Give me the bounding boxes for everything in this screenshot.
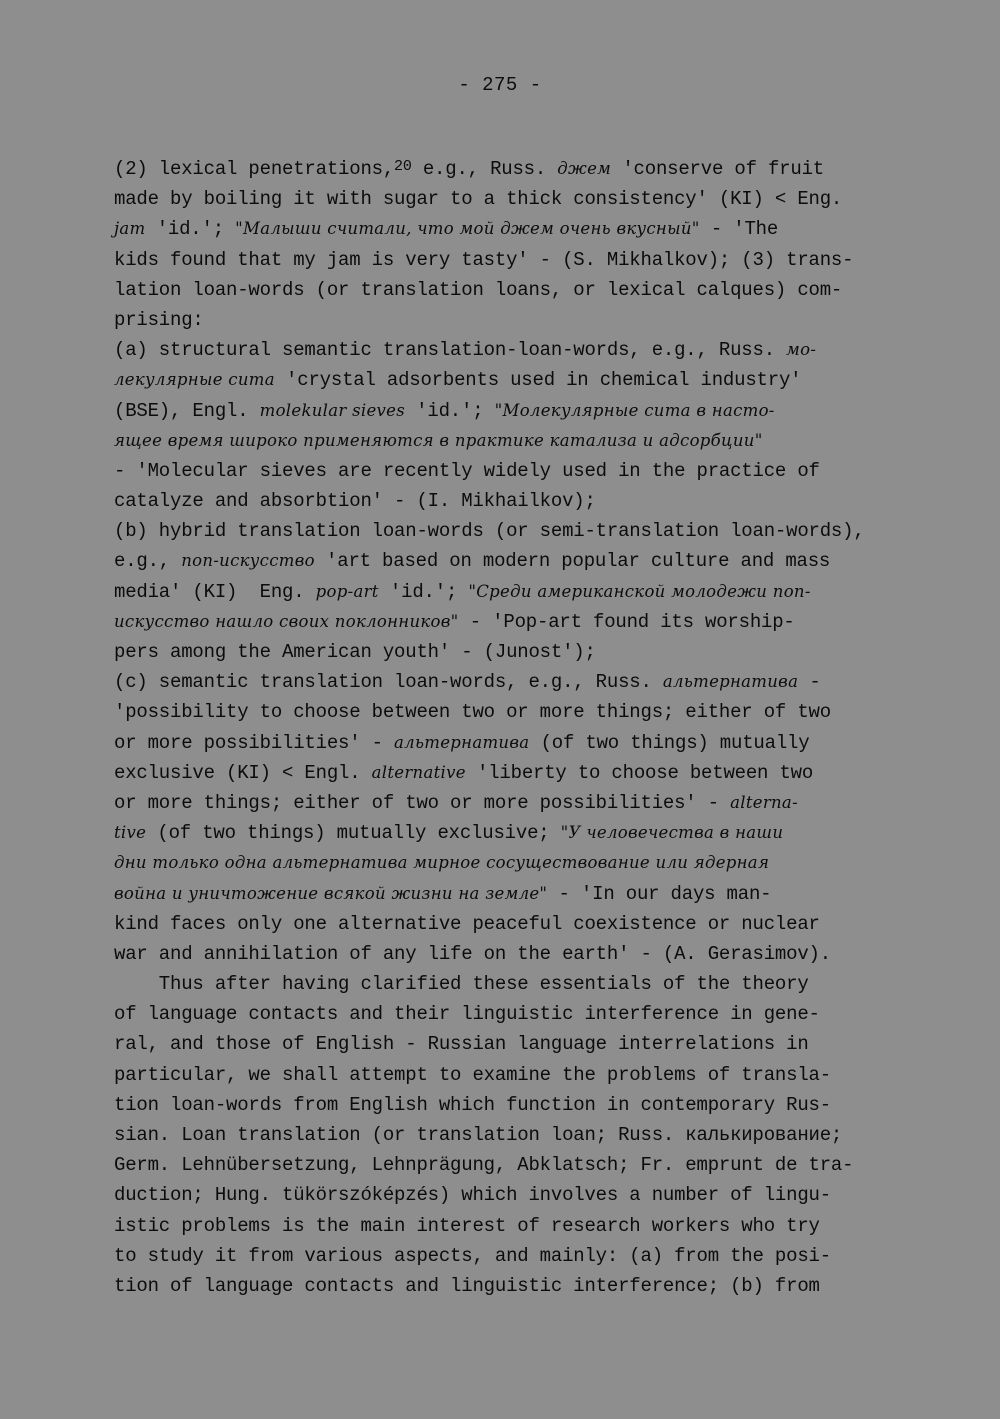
text-run: exclusive (KI) < Engl. bbox=[114, 761, 372, 784]
text-run: particular, we shall attempt to examine the problems of transla- bbox=[114, 1063, 831, 1086]
text-line bbox=[114, 1180, 914, 1210]
text-run: ral, and those of English - Russian language interrelations in bbox=[114, 1033, 809, 1056]
text-line bbox=[114, 1090, 914, 1120]
text-run: tion of language contacts and linguistic interference; (b) from bbox=[114, 1274, 820, 1297]
text-line bbox=[114, 909, 914, 939]
text-run: duction; Hung. tükörszóképzés) which involves a number of lingu- bbox=[114, 1184, 831, 1207]
text-run: Thus after having clarified these essentials of the theory bbox=[114, 973, 809, 996]
text-run: to study it from various aspects, and mainly: (a) from the posi- bbox=[114, 1244, 831, 1267]
text-run: (a) structural semantic translation-loan-words, e.g., Russ. bbox=[114, 339, 787, 362]
text-run: media' (KI) Eng. bbox=[114, 580, 316, 603]
text-line bbox=[114, 305, 914, 335]
text-line bbox=[114, 546, 914, 576]
text-run: (BSE), Engl. bbox=[114, 399, 260, 422]
text-run: (b) hybrid translation loan-words (or semi-translation loan-words), bbox=[114, 520, 865, 543]
text-line bbox=[114, 396, 914, 426]
page-number: - 275 - bbox=[458, 74, 542, 96]
italic-text: alterna- bbox=[730, 792, 798, 812]
text-line bbox=[114, 818, 914, 848]
text-line bbox=[114, 879, 914, 909]
text-run: of language contacts and their linguistic interference in gene- bbox=[114, 1003, 820, 1026]
text-line bbox=[114, 486, 914, 516]
italic-text: война и уничтожение всякой жизни на земле" bbox=[114, 883, 548, 903]
text-run: pers among the American youth' - (Junost'); bbox=[114, 641, 596, 663]
text-run: (of two things) mutually exclusive; bbox=[146, 822, 561, 845]
text-line bbox=[114, 184, 914, 214]
text-line bbox=[114, 275, 914, 305]
text-line bbox=[114, 1150, 914, 1180]
italic-text: "Малыши считали, что мой джем очень вкусный" bbox=[235, 219, 700, 239]
text-run: istic problems is the main interest of research workers who try bbox=[114, 1214, 820, 1237]
text-run: kind faces only one alternative peaceful coexistence or nuclear bbox=[114, 912, 820, 935]
text-run: prising: bbox=[114, 308, 204, 331]
italic-text: pop-art bbox=[315, 581, 379, 601]
text-run: - 'The bbox=[699, 218, 779, 241]
text-line bbox=[114, 516, 914, 546]
text-run: catalyze and absorbtion' - (I. Mikhailkov); bbox=[114, 490, 596, 513]
text-line bbox=[114, 1211, 914, 1241]
text-line bbox=[114, 969, 914, 999]
text-line bbox=[114, 1120, 914, 1150]
italic-text: джем bbox=[557, 159, 612, 178]
italic-text: alternative bbox=[371, 762, 466, 782]
text-run: 'conserve of fruit bbox=[611, 158, 824, 180]
text-run: sian. Loan translation (or translation loan; Russ. калькирование; bbox=[114, 1124, 843, 1146]
text-run: 'liberty to choose between two bbox=[465, 761, 814, 784]
text-line bbox=[114, 154, 914, 184]
italic-text: мо- bbox=[786, 340, 817, 360]
text-run: or more possibilities' - bbox=[114, 731, 395, 754]
text-line bbox=[114, 1029, 914, 1059]
text-run: tion loan-words from English which function in contemporary Rus- bbox=[114, 1093, 831, 1116]
text-line bbox=[114, 1241, 914, 1271]
text-run: e.g., bbox=[114, 550, 182, 573]
text-line bbox=[114, 335, 914, 365]
text-line bbox=[114, 728, 914, 758]
text-run: 'id.'; bbox=[404, 399, 495, 422]
italic-text: ящее время широко применяются в практике катализа и адсорбции" bbox=[114, 430, 763, 450]
text-run: (of two things) mutually bbox=[529, 731, 810, 754]
text-run: 'art based on modern popular culture and mass bbox=[314, 550, 831, 573]
text-line bbox=[114, 939, 914, 969]
text-line bbox=[114, 1060, 914, 1090]
text-line bbox=[114, 456, 914, 486]
text-run: - 'In our days man- bbox=[547, 882, 772, 905]
text-line bbox=[114, 607, 914, 637]
text-run: 'id.'; bbox=[145, 218, 236, 241]
text-run: - 'Pop-art found its worship- bbox=[458, 610, 795, 633]
text-run: or more things; either of two or more possibilities' - bbox=[114, 791, 731, 814]
text-run: - 'Molecular sieves are recently widely used in the practice of bbox=[114, 459, 820, 482]
italic-text: искусство нашло своих поклонников" bbox=[114, 611, 459, 631]
text-run: - bbox=[798, 671, 821, 694]
text-line bbox=[114, 758, 914, 788]
text-line bbox=[114, 637, 914, 667]
text-line bbox=[114, 788, 914, 818]
text-line bbox=[114, 426, 914, 456]
text-run: 'possibility to choose between two or more things; either of two bbox=[114, 701, 831, 724]
italic-text: альтернатива bbox=[394, 732, 530, 752]
italic-text: лекулярные сита bbox=[114, 370, 275, 390]
text-line bbox=[114, 1271, 914, 1301]
italic-text: molekular sieves bbox=[259, 400, 405, 420]
italic-text: дни только одна альтернатива мирное сосуществование или ядерная bbox=[114, 853, 770, 873]
footnote-ref: 20 bbox=[394, 158, 412, 175]
text-run: lation loan-words (or translation loans, or lexical calques) com- bbox=[114, 278, 843, 301]
text-line bbox=[114, 667, 914, 697]
text-run: (2) lexical penetrations, bbox=[114, 158, 395, 180]
italic-text: jam bbox=[114, 219, 146, 239]
italic-text: поп-искусство bbox=[181, 551, 315, 571]
body-text bbox=[114, 154, 914, 1301]
text-run: e.g., Russ. bbox=[411, 158, 558, 180]
text-line bbox=[114, 365, 914, 395]
text-run: 'id.'; bbox=[378, 580, 469, 603]
italic-text: "У человечества в наши bbox=[560, 823, 784, 843]
text-line bbox=[114, 577, 914, 607]
text-line bbox=[114, 214, 914, 244]
text-line bbox=[114, 999, 914, 1029]
text-line bbox=[114, 848, 914, 878]
text-line bbox=[114, 697, 914, 727]
text-run: made by boiling it with sugar to a thick consistency' (KI) < Eng. bbox=[114, 188, 843, 211]
italic-text: tive bbox=[114, 823, 147, 843]
italic-text: "Среди американской молодежи поп- bbox=[468, 581, 811, 601]
text-run: Germ. Lehnübersetzung, Lehnprägung, Abklatsch; Fr. emprunt de tra- bbox=[114, 1154, 854, 1177]
text-run: 'crystal adsorbents used in chemical industry' bbox=[274, 369, 802, 392]
text-run: war and annihilation of any life on the earth' - (A. Gerasimov). bbox=[114, 942, 831, 965]
italic-text: альтернатива bbox=[662, 672, 799, 692]
text-run: (c) semantic translation loan-words, e.g., Russ. bbox=[114, 671, 663, 694]
italic-text: "Молекулярные сита в насто- bbox=[494, 400, 775, 420]
text-run: kids found that my jam is very tasty' - (S. Mikhalkov); (3) trans- bbox=[114, 248, 854, 271]
text-line bbox=[114, 245, 914, 275]
